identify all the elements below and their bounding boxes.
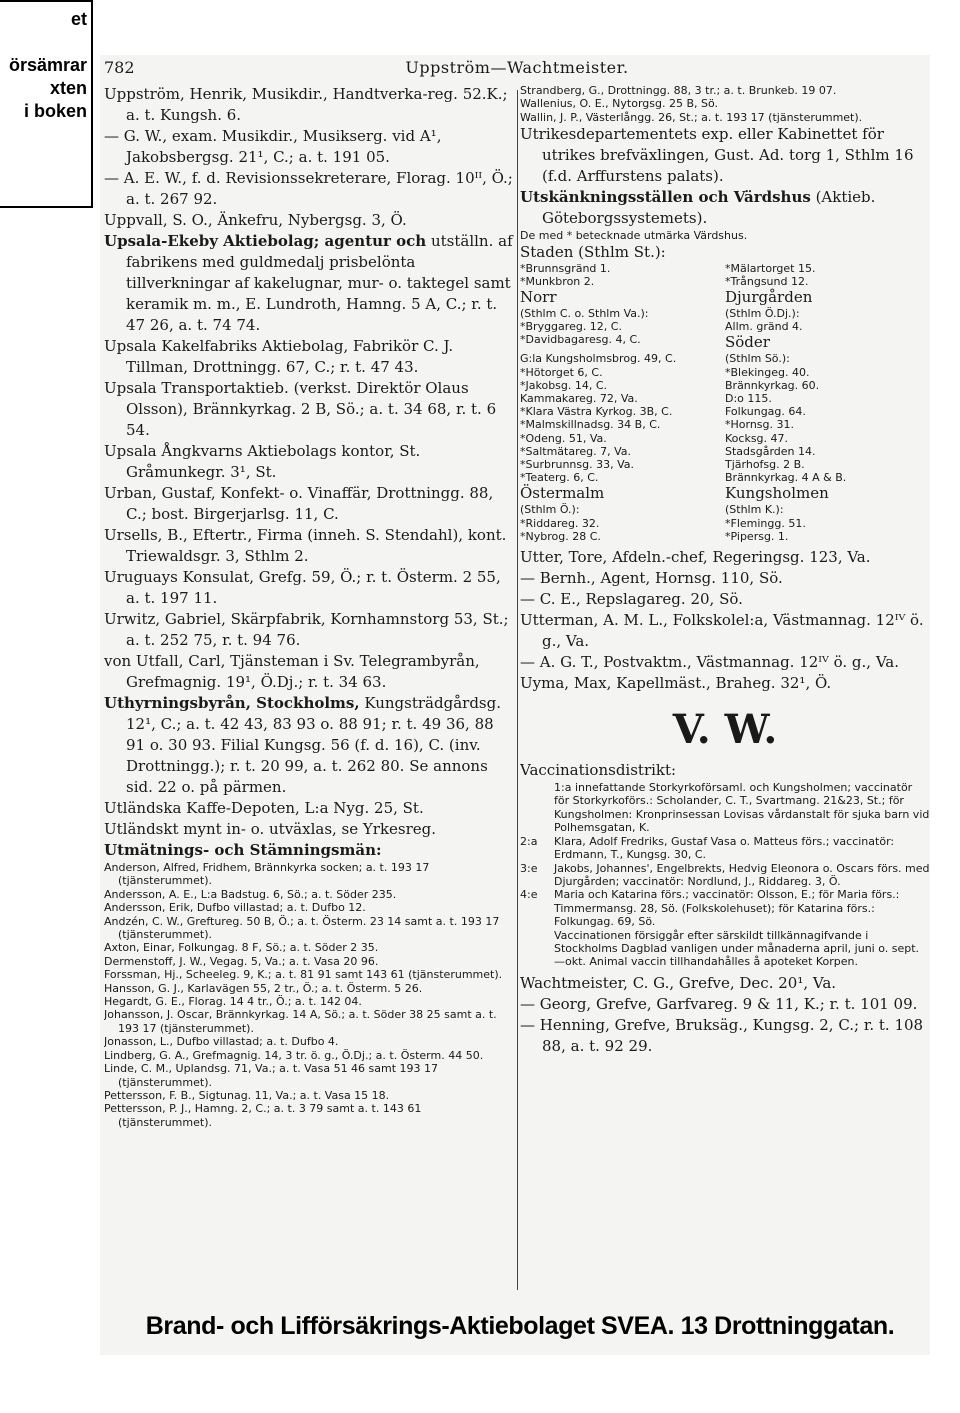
- directory-entry: — C. E., Repslagareg. 20, Sö.: [520, 590, 743, 609]
- entry-heading: Uthyrningsbyrån, Stockholms,: [104, 694, 360, 712]
- directory-entry: Utländska Kaffe-Depoten, L:a Nyg. 25, St.: [104, 799, 424, 817]
- overlay-note-box: [0, 0, 93, 208]
- vaccination-district: [520, 929, 930, 969]
- table-row: [520, 352, 930, 365]
- table-cell: *Trångsund 12.: [725, 274, 809, 288]
- table-row: [520, 503, 930, 516]
- table-row: [520, 445, 930, 458]
- directory-entry: Uyma, Max, Kapellmäst., Braheg. 32¹, Ö.: [520, 674, 832, 693]
- table-row: [520, 307, 930, 320]
- table-row: [520, 405, 930, 418]
- table-row: [520, 275, 930, 288]
- directory-sub-entry: Hansson, G. J., Karlavägen 55, 2 tr., Ö.; a. t. Österm. 5 26.: [104, 981, 423, 995]
- table-cell: *Brunnsgränd 1.: [520, 261, 611, 275]
- directory-entry: — A. E. W., f. d. Revisionssekreterare, Florag. 10ᴵᴵ, Ö.; a. t. 267 92.: [104, 169, 513, 208]
- table-cell: *Bryggareg. 12, C.: [520, 320, 622, 334]
- directory-entry: Upsala Transportaktieb. (verkst. Direktör Olaus Olsson), Brännkyrkag. 2 B, Sö.; a. t. 34 68, r. t. 6 54.: [104, 379, 497, 439]
- district-number: 3:e: [520, 861, 538, 875]
- directory-sub-entry: Axton, Einar, Folkungag. 8 F, Sö.; a. t. Söder 2 35.: [104, 941, 379, 955]
- directory-sub-entry: Andersson, A. E., L:a Badstug. 6, Sö.; a. t. Söder 235.: [104, 887, 397, 901]
- district-number: [520, 781, 554, 835]
- directory-sub-entry: De med * betecknade utmärka Värdshus.: [520, 229, 748, 243]
- directory-entry: — Bernh., Agent, Hornsg. 110, Sö.: [520, 569, 783, 588]
- table-cell: *Surbrunnsg. 33, Va.: [520, 458, 635, 472]
- vaccination-district: [520, 862, 930, 889]
- table-cell: Staden (Sthlm St.):: [520, 242, 666, 261]
- directory-entry: Urban, Gustaf, Konfekt- o. Vinaffär, Drottningg. 88, C.; bost. Birgerjarlsg. 11, C.: [104, 484, 494, 523]
- vaccination-district: [520, 835, 930, 862]
- table-row: [520, 392, 930, 405]
- tavern-list-table: [520, 243, 930, 543]
- directory-sub-entry: Lindberg, G. A., Grefmagnig. 14, 3 tr. ö. g., Ö.Dj.; a. t. Österm. 44 50.: [104, 1048, 484, 1062]
- table-cell: Djurgården: [725, 288, 813, 307]
- table-row: [520, 418, 930, 431]
- directory-entry: Wachtmeister, C. G., Grefve, Dec. 20¹, Va.: [520, 973, 837, 992]
- page-number: 782: [104, 58, 135, 77]
- directory-entry: Urwitz, Gabriel, Skärpfabrik, Kornhamnstorg 53, St.; a. t. 252 75, r. t. 94 76.: [104, 610, 509, 649]
- table-cell: *Malmskillnadsg. 34 B, C.: [520, 418, 661, 432]
- directory-entry: Uthyrningsbyrån, Stockholms, Kungsträdgårdsg. 12¹, C.; a. t. 42 43, 83 93 o. 88 91; r. t. 49 36, 88 91 o. 30 93. Filial Kungsg. 56 (f. d. 16), C. (inv. Drottningg.); r. t. 20 99, a. t. 262 80. Se annons sid. 22 o. på pärmen.: [104, 694, 501, 796]
- footer-advert: Brand- och Lifförsäkrings-Aktiebolaget SVEA. 13 Drottninggatan.: [145, 1312, 895, 1340]
- directory-sub-entry: Johansson, J. Oscar, Brännkyrkag. 14 A, Sö.; a. t. Söder 38 25 samt a. t. 193 17 (tjänsterummet).: [104, 1008, 497, 1035]
- table-cell: Folkungag. 64.: [725, 405, 806, 419]
- district-text: Maria och Katarina förs.; vaccinatör: Olsson, E.; för Maria förs.: Timmermansg. 28, Sö. (Folkskolehuset); för Katarina förs.: Folkungag. 69, Sö.: [554, 888, 900, 929]
- vaccination-list: [520, 781, 930, 969]
- table-cell: Kocksg. 47.: [725, 431, 789, 445]
- overlay-note-line: et: [70, 9, 87, 29]
- directory-entry: Ursells, B., Eftertr., Firma (inneh. S. Stendahl), kont. Triewaldsgr. 3, Sthlm 2.: [104, 526, 507, 565]
- table-row: [520, 288, 930, 307]
- column-divider: [517, 90, 518, 1290]
- table-cell: G:la Kungsholmsbrog. 49, C.: [520, 352, 677, 366]
- left-column: [104, 84, 516, 1129]
- table-row: [520, 517, 930, 530]
- page-title: Uppström—Wachtmeister.: [405, 58, 629, 77]
- table-cell: (Sthlm Sö.):: [725, 352, 790, 366]
- table-cell: *Klara Västra Kyrkog. 3B, C.: [520, 405, 673, 419]
- table-row: [520, 262, 930, 275]
- directory-sub-entry: Wallin, J. P., Västerlångg. 26, St.; a. t. 193 17 (tjänsterummet).: [520, 110, 863, 124]
- table-cell: D:o 115.: [725, 392, 772, 406]
- directory-entry: Utrikesdepartementets exp. eller Kabinettet för utrikes brefväxlingen, Gust. Ad. torg 1, Sthlm 16 (f.d. Arffurstens palats).: [520, 125, 914, 186]
- table-cell: Brännkyrkag. 60.: [725, 378, 820, 392]
- directory-entry: Utländskt mynt in- o. utväxlas, se Yrkesreg.: [104, 820, 437, 838]
- district-text: 1:a innefattande Storkyrkoförsaml. och Kungsholmen; vaccinatör för Storkyrkoförs.: Scholander, C. T., Svartmang. 21&23, St.; för Kungsholmen: Kronprinsessan Lovisas vårdanstalt för sjuka barn vid Polhemsgatan, K.: [554, 781, 930, 835]
- vaccination-title: Vaccinationsdistrikt:: [520, 761, 677, 780]
- directory-sub-entry: Forssman, Hj., Scheeleg. 9, K.; a. t. 81 91 samt 143 61 (tjänsterummet).: [104, 968, 503, 982]
- table-cell: Kungsholmen: [725, 484, 829, 503]
- table-row: [520, 243, 930, 262]
- table-cell: *Teaterg. 6, C.: [520, 471, 599, 485]
- district-text: Vaccinationen försiggår efter särskildt tillkännagifvande i Stockholms Dagblad vanligen under månaderna april, juni o. sept.—okt. Animal vaccin tillhandahålles å apoteket Korpen.: [554, 928, 920, 969]
- entry-heading: Utskänkningsställen och Värdshus: [520, 188, 811, 207]
- table-cell: *Jakobsg. 14, C.: [520, 378, 608, 392]
- directory-entry: Utskänkningsställen och Värdshus (Aktieb. Göteborgssystemets).: [520, 188, 876, 228]
- table-cell: *Pipersg. 1.: [725, 529, 789, 543]
- directory-entry: Uruguays Konsulat, Grefg. 59, Ö.; r. t. Österm. 2 55, a. t. 197 11.: [104, 568, 501, 607]
- section-heading-vw: V. W.: [672, 706, 778, 754]
- directory-entry: — A. G. T., Postvaktm., Västmannag. 12ᴵⱽ ö. g., Va.: [520, 653, 899, 672]
- right-top-entries: [520, 84, 930, 243]
- right-bottom-entries: [520, 973, 930, 1057]
- table-row: [520, 458, 930, 471]
- table-cell: Stadsgården 14.: [725, 444, 816, 458]
- table-cell: (Sthlm K.):: [725, 503, 784, 517]
- district-number: [520, 929, 554, 969]
- directory-sub-entry: Strandberg, G., Drottningg. 88, 3 tr.; a. t. Brunkeb. 19 07.: [520, 84, 837, 97]
- directory-entry: — Georg, Grefve, Garfvareg. 9 & 11, K.; r. t. 101 09.: [520, 994, 918, 1013]
- table-cell: Tjärhofsg. 2 B.: [725, 458, 805, 472]
- table-row: [520, 432, 930, 445]
- district-text: Klara, Adolf Fredriks, Gustaf Vasa o. Matteus förs.; vaccinatör: Erdmann, T., Kungsg. 30, C.: [554, 834, 895, 862]
- table-cell: *Flemingg. 51.: [725, 516, 806, 530]
- table-row: [520, 484, 930, 503]
- table-row: [520, 379, 930, 392]
- table-row: [520, 333, 930, 352]
- table-cell: *Odeng. 51, Va.: [520, 431, 607, 445]
- table-cell: *Munkbron 2.: [520, 274, 595, 288]
- directory-sub-entry: Dermenstoff, J. W., Vegag. 5, Va.; a. t. Vasa 20 96.: [104, 954, 379, 968]
- right-mid-entries: [520, 547, 930, 694]
- overlay-note-line: xten: [49, 78, 87, 98]
- table-cell: Brännkyrkag. 4 A & B.: [725, 471, 847, 485]
- table-row: [520, 530, 930, 543]
- directory-entry: — G. W., exam. Musikdir., Musikserg. vid A¹, Jakobsbergsg. 21¹, C.; a. t. 191 05.: [104, 127, 442, 166]
- overlay-note-line: i boken: [23, 101, 87, 121]
- running-header: [104, 58, 930, 82]
- directory-sub-entry: Jonasson, L., Dufbo villastad; a. t. Dufbo 4.: [104, 1035, 339, 1049]
- vaccination-district: [520, 888, 930, 928]
- directory-entry: Upsala Kakelfabriks Aktiebolag, Fabrikör C. J. Tillman, Drottningg. 67, C.; r. t. 47 43.: [104, 337, 454, 376]
- table-cell: *Hornsg. 31.: [725, 418, 795, 432]
- directory-sub-entry: Wallenius, O. E., Nytorgsg. 25 B, Sö.: [520, 97, 719, 111]
- district-number: 2:a: [520, 834, 538, 848]
- table-cell: Söder: [725, 333, 770, 352]
- table-cell: *Davidbagaresg. 4, C.: [520, 333, 641, 347]
- table-cell: (Sthlm C. o. Sthlm Va.):: [520, 307, 649, 321]
- table-cell: *Riddareg. 32.: [520, 516, 600, 530]
- table-cell: *Saltmätareg. 7, Va.: [520, 444, 632, 458]
- directory-entry: von Utfall, Carl, Tjänsteman i Sv. Telegrambyrån, Grefmagnig. 19¹, Ö.Dj.; r. t. 34 63.: [104, 652, 480, 691]
- directory-entry: Uppvall, S. O., Änkefru, Nybergsg. 3, Ö.: [104, 211, 407, 229]
- entry-heading: Utmätnings- och Stämningsmän:: [104, 841, 382, 859]
- table-cell: Östermalm: [520, 484, 605, 503]
- directory-sub-entry: Pettersson, F. B., Sigtunag. 11, Va.; a. t. Vasa 15 18.: [104, 1088, 390, 1102]
- district-number: 4:e: [520, 888, 538, 902]
- directory-entry: Utter, Tore, Afdeln.-chef, Regeringsg. 123, Va.: [520, 548, 871, 567]
- table-row: [520, 471, 930, 484]
- table-cell: (Sthlm Ö.Dj.):: [725, 307, 800, 321]
- table-cell: (Sthlm Ö.):: [520, 503, 580, 517]
- directory-sub-entry: Andersson, Erik, Dufbo villastad; a. t. Dufbo 12.: [104, 901, 366, 915]
- table-cell: Norr: [520, 288, 557, 307]
- directory-sub-entry: Linde, C. M., Uplandsg. 71, Va.; a. t. Vasa 51 46 samt 193 17 (tjänsterummet).: [104, 1062, 439, 1089]
- table-row: [520, 320, 930, 333]
- table-cell: *Nybrog. 28 C.: [520, 529, 601, 543]
- directory-entry: Upsala-Ekeby Aktiebolag; agentur och utställn. af fabrikens med guldmedalj prisbelönta tillverkningar af kakelugnar, mur- o. taktegel samt keramik m. m., E. Lundroth, Hamng. 5 A, C.; r. t. 47 26, a. t. 74 74.: [104, 232, 513, 334]
- entry-heading: Upsala-Ekeby Aktiebolag; agentur och: [104, 232, 427, 250]
- directory-sub-entry: Anderson, Alfred, Fridhem, Brännkyrka socken; a. t. 193 17 (tjänsterummet).: [104, 861, 430, 888]
- directory-entry: — Henning, Grefve, Bruksäg., Kungsg. 2, C.; r. t. 108 88, a. t. 92 29.: [520, 1015, 924, 1055]
- table-cell: *Blekingeg. 40.: [725, 365, 810, 379]
- table-row: [520, 366, 930, 379]
- overlay-note-line: örsämrar: [8, 55, 87, 75]
- directory-entry: Uppström, Henrik, Musikdir., Handtverka-reg. 52.K.; a. t. Kungsh. 6.: [104, 85, 508, 124]
- vaccination-district: [520, 781, 930, 835]
- directory-sub-entry: Hegardt, G. E., Florag. 14 4 tr., Ö.; a. t. 142 04.: [104, 995, 362, 1009]
- table-cell: Kammakareg. 72, Va.: [520, 392, 638, 406]
- table-cell: *Hötorget 6, C.: [520, 365, 603, 379]
- directory-entry: [104, 840, 516, 861]
- directory-sub-entry: Andzén, C. W., Greftureg. 50 B, Ö.; a. t. Österm. 23 14 samt a. t. 193 17 (tjänsterummet).: [104, 914, 500, 942]
- table-cell: Allm. gränd 4.: [725, 320, 803, 334]
- directory-entry: Upsala Ångkvarns Aktiebolags kontor, St. Gråmunkegr. 3¹, St.: [104, 442, 421, 481]
- right-column: [520, 84, 930, 1057]
- district-text: Jakobs, Johannes', Engelbrekts, Hedvig Eleonora o. Oscars förs. med Djurgården; vaccinatör: Nordlund, J., Riddareg. 3, Ö.: [554, 861, 930, 888]
- directory-sub-entry: Pettersson, P. J., Hamng. 2, C.; a. t. 3 79 samt a. t. 143 61 (tjänsterummet).: [104, 1102, 422, 1129]
- table-cell: *Mälartorget 15.: [725, 261, 816, 275]
- directory-entry: Utterman, A. M. L., Folkskolel:a, Västmannag. 12ᴵⱽ ö. g., Va.: [520, 611, 924, 651]
